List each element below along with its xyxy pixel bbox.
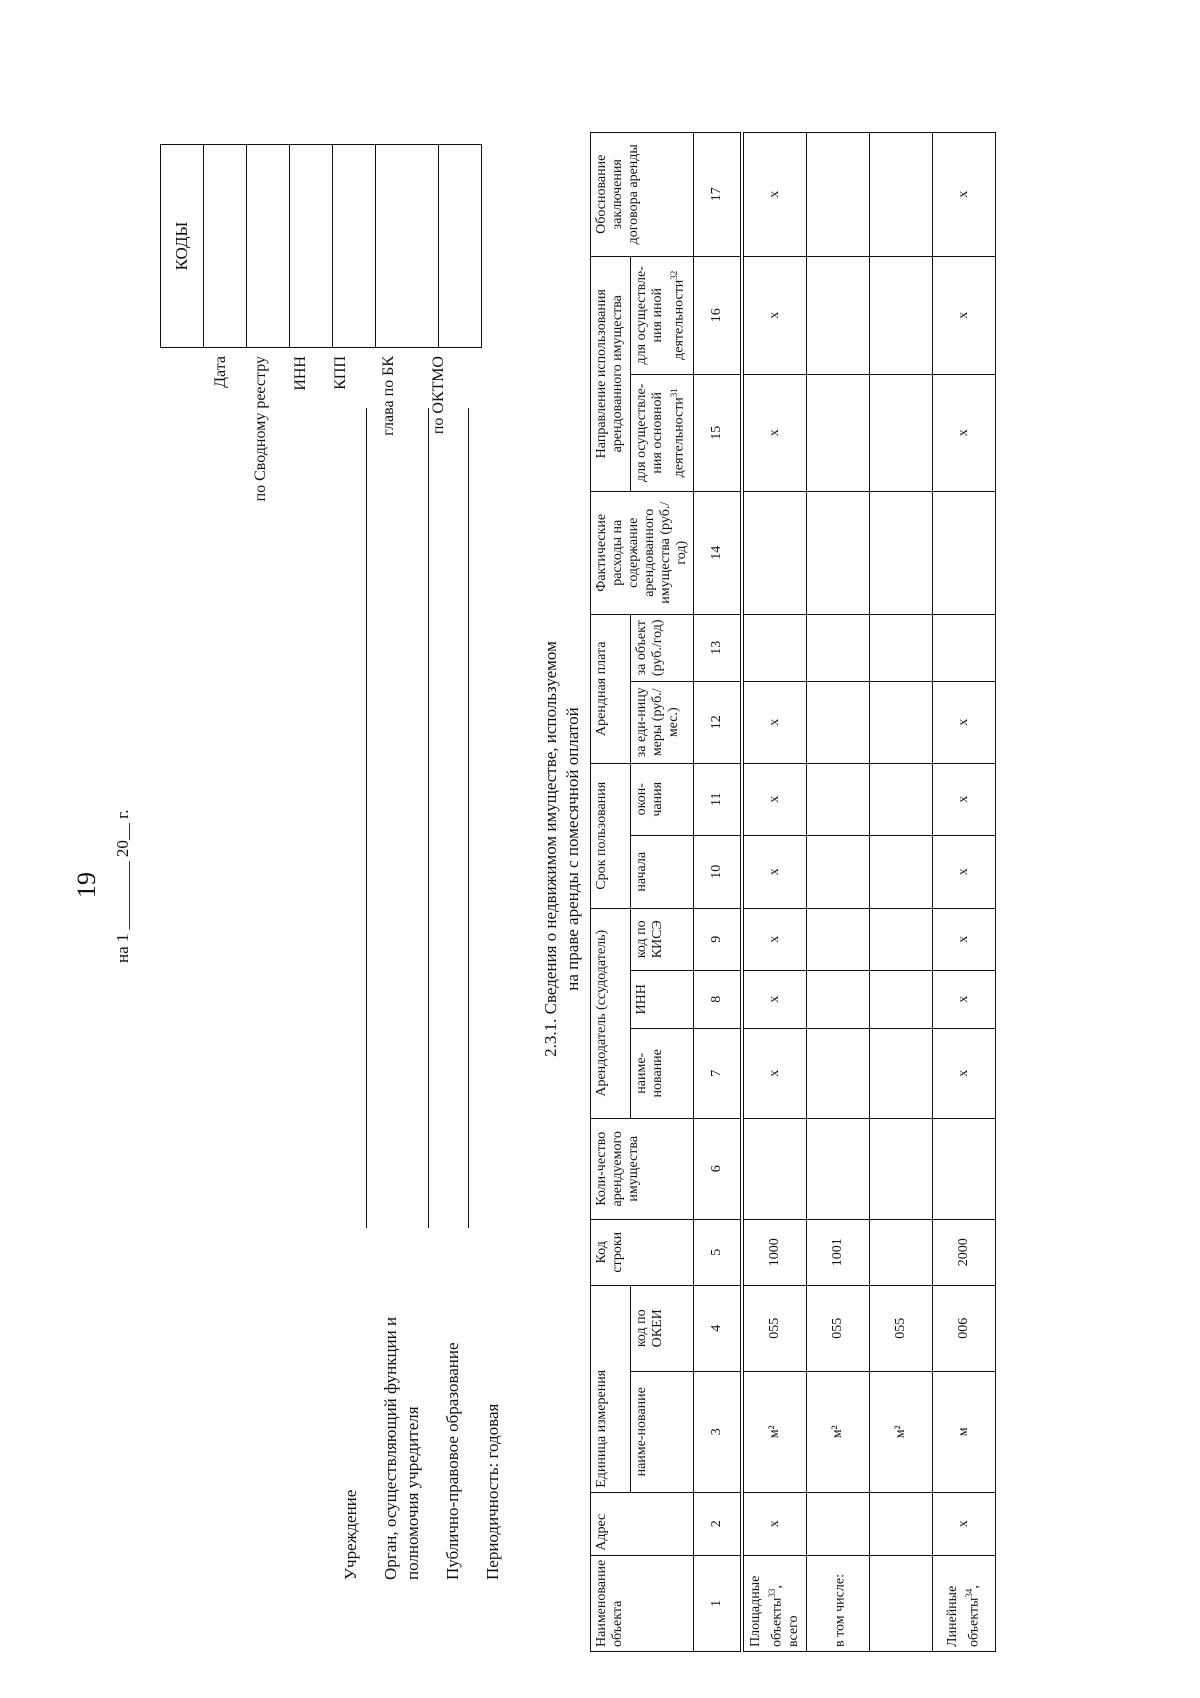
col-rowcode-header: Код строки [591, 1219, 694, 1285]
institution-line[interactable] [366, 408, 367, 1228]
table-cell[interactable]: 2000 [933, 1219, 996, 1285]
table-cell[interactable]: х [933, 374, 996, 491]
section-title [540, 0, 584, 1698]
table-cell[interactable]: х [933, 132, 996, 256]
col-number: 7 [694, 1028, 741, 1118]
table-cell[interactable] [807, 908, 870, 970]
table-cell[interactable]: х [933, 970, 996, 1028]
col-direction-header: Направление использования арендованного имущества [591, 256, 631, 491]
table-cell[interactable]: х [933, 1492, 996, 1555]
table-cell[interactable]: х [744, 1492, 807, 1555]
table-cell[interactable] [933, 1118, 996, 1219]
codes-header: КОДЫ [161, 145, 204, 348]
col-basis-header: Обоснование заключения договора аренды [591, 132, 694, 256]
code-label-bk: глава по БК [380, 356, 397, 436]
table-body [744, 132, 996, 1651]
table-cell[interactable]: м² [744, 1371, 807, 1492]
col-number: 5 [694, 1219, 741, 1285]
table-row [744, 132, 807, 1651]
col-number: 2 [694, 1492, 741, 1555]
codes-block [160, 144, 482, 348]
col-lessor-inn-header: ИНН [631, 970, 694, 1028]
table-cell[interactable] [870, 908, 933, 970]
table-cell[interactable] [870, 1492, 933, 1555]
table-cell[interactable] [807, 763, 870, 835]
table-cell[interactable]: х [933, 835, 996, 908]
code-inn-cell[interactable] [290, 145, 333, 348]
table-cell[interactable]: 1000 [744, 1219, 807, 1285]
col-number: 3 [694, 1371, 741, 1492]
table-cell[interactable] [933, 614, 996, 681]
table-cell[interactable]: х [744, 970, 807, 1028]
codes-table [160, 144, 482, 348]
code-registry-cell[interactable] [247, 145, 290, 348]
code-label-kpp: КПП [332, 356, 349, 390]
row-object-name [933, 1555, 996, 1651]
col-lessor-header: Арендодатель (ссудодатель) [591, 908, 631, 1118]
table-cell[interactable] [807, 374, 870, 491]
table-cell[interactable] [870, 1118, 933, 1219]
table-cell[interactable]: х [744, 256, 807, 374]
col-qty-header: Коли-чество арендуемого имущества [591, 1118, 694, 1219]
table-cell[interactable]: х [744, 908, 807, 970]
table-cell[interactable]: х [744, 1028, 807, 1118]
authority-line[interactable] [428, 408, 429, 1228]
table-cell[interactable] [870, 374, 933, 491]
institution-label: Учреждение [341, 1489, 360, 1580]
code-oktmo-cell[interactable] [439, 145, 482, 348]
code-date-cell[interactable] [204, 145, 247, 348]
entity-label: Публично-правовое образование [443, 1342, 462, 1580]
table-cell[interactable] [870, 256, 933, 374]
table-cell[interactable]: 1001 [807, 1219, 870, 1285]
col-number: 15 [694, 374, 741, 491]
col-rent-unit-header: за еди-ницу меры (руб./мес.) [631, 681, 694, 763]
table-cell[interactable]: х [933, 763, 996, 835]
column-numbers-row [694, 132, 741, 1651]
table-cell[interactable] [870, 970, 933, 1028]
rent-table [590, 132, 996, 1652]
section-title-line-2: на праве аренды с помесячной оплатой [563, 707, 582, 991]
row-object-name [744, 1555, 807, 1651]
section-title-line-1: 2.3.1. Сведения о недвижимом имуществе, используемом [541, 641, 560, 1057]
table-cell[interactable]: 006 [933, 1285, 996, 1371]
table-cell[interactable]: м [933, 1371, 996, 1492]
col-number: 13 [694, 614, 741, 681]
code-label-registry: по Сводному реестру [252, 356, 269, 502]
col-unit-header: Единица измерения [591, 1285, 631, 1492]
table-cell[interactable] [870, 1028, 933, 1118]
col-name-header: Наименование объекта [591, 1555, 694, 1651]
table-cell[interactable]: м² [870, 1371, 933, 1492]
table-cell[interactable]: х [744, 835, 807, 908]
table-cell[interactable]: х [933, 681, 996, 763]
table-row [807, 132, 870, 1651]
col-number: 10 [694, 835, 741, 908]
code-label-oktmo: по ОКТМО [430, 356, 447, 435]
dir-other-text: для осуществле-ния иной деятельности [634, 266, 687, 365]
periodicity-label: Периодичность: годовая [483, 1403, 502, 1580]
col-term-end-header: окон-чания [631, 763, 694, 835]
row-object-name-suffix: , всего [769, 1585, 801, 1647]
entity-line[interactable] [468, 408, 469, 1228]
col-term-start-header: начала [631, 835, 694, 908]
col-number: 17 [694, 132, 741, 256]
table-cell[interactable] [870, 132, 933, 256]
code-kpp-cell[interactable] [333, 145, 376, 348]
col-number: 8 [694, 970, 741, 1028]
authority-label: Орган, осуществляющий функции и полномочия учредителя [381, 1316, 422, 1580]
table-cell[interactable] [807, 681, 870, 763]
table-cell[interactable]: х [933, 1028, 996, 1118]
row-object-name-text: Линейные объекты [945, 1585, 982, 1647]
col-number: 16 [694, 256, 741, 374]
col-number: 14 [694, 491, 741, 614]
table-cell[interactable] [870, 835, 933, 908]
col-dir-main-header [631, 374, 694, 491]
table-cell[interactable] [807, 970, 870, 1028]
row-object-footnote: 34 [964, 1588, 975, 1598]
table-cell[interactable] [807, 835, 870, 908]
table-cell[interactable] [807, 132, 870, 256]
table-cell[interactable] [870, 491, 933, 614]
col-rent-header: Арендная плата [591, 614, 631, 763]
col-number: 4 [694, 1285, 741, 1371]
col-lessor-kise-header: код по КИСЭ [631, 908, 694, 970]
page-number: 19 [72, 872, 101, 898]
row-object-name-text: в том числе: [832, 1574, 848, 1647]
code-label-date: Дата [212, 356, 229, 388]
table-cell[interactable]: х [744, 763, 807, 835]
table-cell[interactable] [744, 1118, 807, 1219]
col-dir-other-header [631, 256, 694, 374]
dir-main-text: для осуществле-ния основной деятельности [634, 383, 687, 482]
table-cell[interactable] [807, 256, 870, 374]
table-cell[interactable] [807, 1492, 870, 1555]
table-cell[interactable] [870, 763, 933, 835]
row-object-footnote: 33 [767, 1588, 778, 1598]
table-cell[interactable]: х [933, 908, 996, 970]
col-unit-okei-header: код по ОКЕИ [631, 1285, 694, 1371]
col-term-header: Срок пользования [591, 763, 631, 908]
col-number: 9 [694, 908, 741, 970]
col-rent-object-header: за объект (руб./год) [631, 614, 694, 681]
table-cell[interactable] [744, 491, 807, 614]
rent-table-wrap [590, 132, 996, 1652]
col-number: 12 [694, 681, 741, 763]
table-cell[interactable]: 055 [744, 1285, 807, 1371]
code-bk-cell[interactable] [376, 145, 439, 348]
table-cell[interactable] [744, 614, 807, 681]
table-row [933, 132, 996, 1651]
table-cell[interactable]: х [744, 681, 807, 763]
col-lessor-name-header: наиме-нование [631, 1028, 694, 1118]
col-number: 11 [694, 763, 741, 835]
table-cell[interactable] [870, 614, 933, 681]
row-object-name-text: Площадные объекты [748, 1575, 785, 1647]
row-object-name [870, 1555, 933, 1651]
table-cell[interactable] [807, 1118, 870, 1219]
col-address-header: Адрес [591, 1492, 694, 1555]
report-date-line: на 1 ________ 20__ г. [113, 809, 132, 963]
table-cell[interactable] [870, 1219, 933, 1285]
table-cell[interactable] [870, 681, 933, 763]
col-number: 1 [694, 1555, 741, 1651]
table-cell[interactable]: 055 [870, 1285, 933, 1371]
table-cell[interactable]: 055 [807, 1285, 870, 1371]
table-cell[interactable]: х [744, 374, 807, 491]
col-costs-header: Фактические расходы на содержание арендованного имущества (руб./год) [591, 491, 694, 614]
row-object-name [807, 1555, 870, 1651]
dir-other-footnote: 32 [669, 270, 680, 280]
col-unit-name-header: наиме-нование [631, 1371, 694, 1492]
table-cell[interactable] [807, 1028, 870, 1118]
table-cell[interactable] [807, 614, 870, 681]
table-cell[interactable] [933, 491, 996, 614]
table-cell[interactable] [807, 491, 870, 614]
col-number: 6 [694, 1118, 741, 1219]
code-label-inn: ИНН [292, 356, 309, 391]
dir-main-footnote: 31 [669, 388, 680, 398]
row-object-name-suffix: , [966, 1585, 982, 1589]
table-cell[interactable]: х [744, 132, 807, 256]
table-row [870, 132, 933, 1651]
table-cell[interactable]: м² [807, 1371, 870, 1492]
table-cell[interactable]: х [933, 256, 996, 374]
